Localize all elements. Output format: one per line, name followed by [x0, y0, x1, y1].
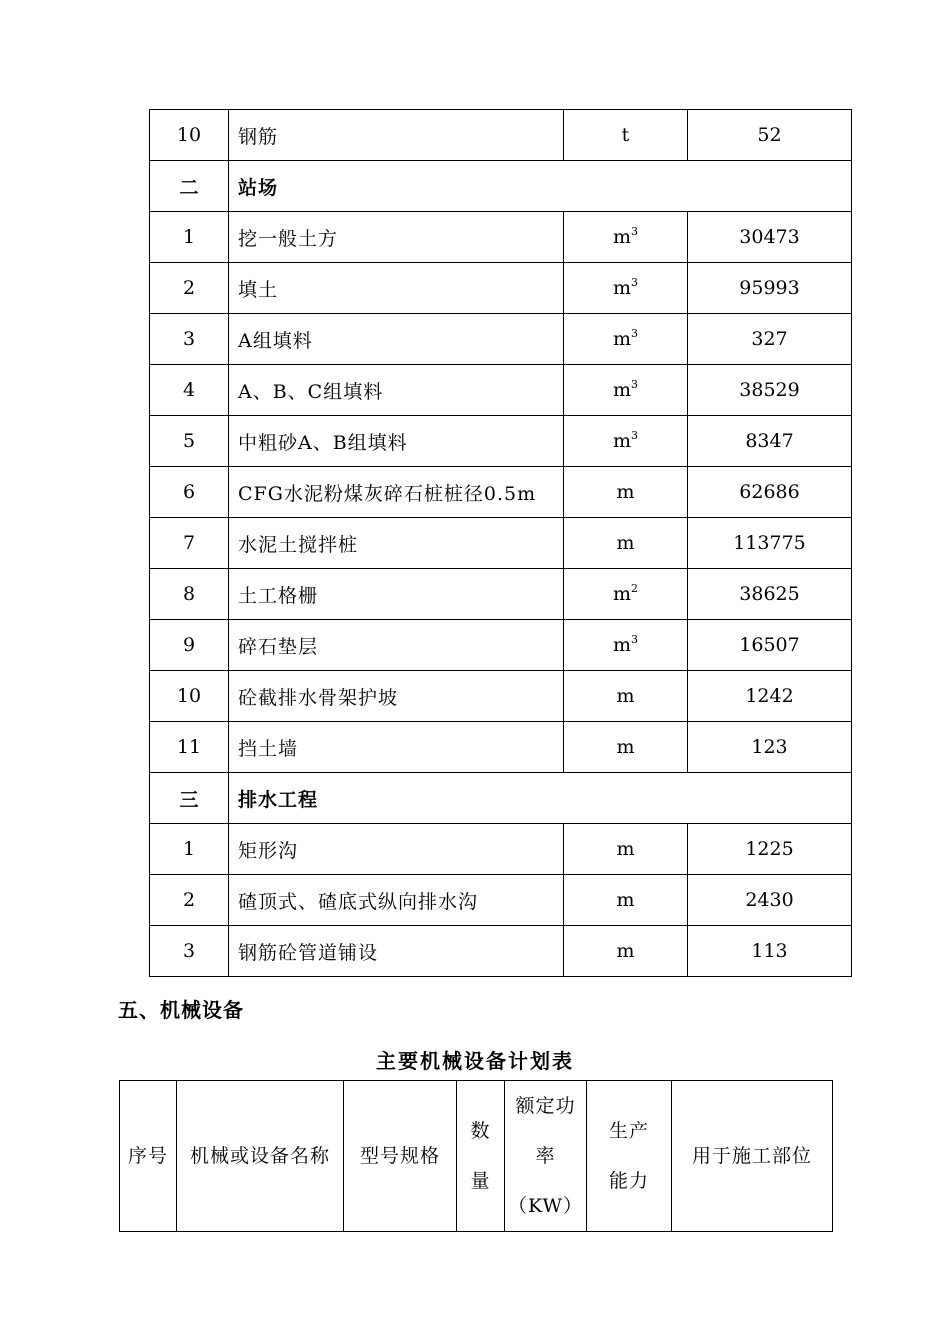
header-count-line2: 量 [470, 1170, 491, 1192]
unit: m [612, 583, 632, 605]
item-name: 矩形沟 [229, 824, 564, 875]
row-number: 10 [150, 110, 229, 161]
section-title: 排水工程 [229, 773, 852, 824]
table-row [150, 671, 852, 722]
unit-cell [564, 263, 688, 314]
table-row [150, 416, 852, 467]
unit: m [612, 226, 632, 248]
unit-exponent: 3 [631, 633, 639, 646]
quantity: 113775 [688, 518, 852, 569]
unit-exponent: 2 [631, 582, 639, 595]
row-number: 5 [150, 416, 229, 467]
item-name: 填土 [229, 263, 564, 314]
unit: m [612, 430, 632, 452]
quantity: 16507 [688, 620, 852, 671]
unit-cell [564, 722, 688, 773]
row-number: 2 [150, 263, 229, 314]
quantity: 38625 [688, 569, 852, 620]
quantity: 62686 [688, 467, 852, 518]
section-title: 站场 [229, 161, 852, 212]
unit-cell [564, 824, 688, 875]
unit: m [616, 532, 635, 554]
quantity: 2430 [688, 875, 852, 926]
item-name: 挡土墙 [229, 722, 564, 773]
item-name: 中粗砂A、B组填料 [229, 416, 564, 467]
row-number: 2 [150, 875, 229, 926]
unit: m [616, 889, 635, 911]
unit-cell [564, 110, 688, 161]
header-capacity-line2: 能力 [608, 1170, 649, 1192]
table-row [150, 263, 852, 314]
item-name: 碎石垫层 [229, 620, 564, 671]
header-usage-location: 用于施工部位 [672, 1081, 833, 1232]
table-row [150, 365, 852, 416]
table-row [150, 212, 852, 263]
quantity-table-body [150, 110, 852, 977]
table-row [150, 620, 852, 671]
unit-cell [564, 569, 688, 620]
table-row [150, 314, 852, 365]
table-row [150, 518, 852, 569]
section-row [150, 773, 852, 824]
row-number: 3 [150, 314, 229, 365]
unit-cell [564, 671, 688, 722]
unit: m [612, 634, 632, 656]
unit-cell [564, 518, 688, 569]
unit-exponent: 3 [631, 327, 639, 340]
unit: m [612, 328, 632, 350]
unit: m [616, 940, 635, 962]
unit-cell [564, 365, 688, 416]
quantity: 8347 [688, 416, 852, 467]
quantity: 52 [688, 110, 852, 161]
table-row [150, 569, 852, 620]
unit-cell [564, 467, 688, 518]
header-seq: 序号 [120, 1081, 177, 1232]
unit: t [621, 124, 630, 146]
header-capacity-line1: 生产 [608, 1120, 649, 1142]
unit-cell [564, 926, 688, 977]
table-row [150, 467, 852, 518]
unit-exponent: 3 [631, 225, 639, 238]
item-name: 水泥土搅拌桩 [229, 518, 564, 569]
row-number: 6 [150, 467, 229, 518]
header-rated-power [505, 1081, 587, 1232]
unit-exponent: 3 [631, 378, 639, 391]
quantity-table [149, 109, 852, 977]
row-number: 1 [150, 212, 229, 263]
unit-cell [564, 875, 688, 926]
unit-exponent: 3 [631, 276, 639, 289]
unit-cell [564, 212, 688, 263]
quantity: 38529 [688, 365, 852, 416]
unit-cell [564, 416, 688, 467]
header-equipment-name: 机械或设备名称 [177, 1081, 344, 1232]
header-capacity [587, 1081, 672, 1232]
quantity: 30473 [688, 212, 852, 263]
item-name: 挖一般土方 [229, 212, 564, 263]
item-name: 碴顶式、碴底式纵向排水沟 [229, 875, 564, 926]
unit: m [612, 277, 632, 299]
item-name: 土工格栅 [229, 569, 564, 620]
row-number: 7 [150, 518, 229, 569]
unit: m [612, 379, 632, 401]
item-name: A组填料 [229, 314, 564, 365]
item-name: 钢筋砼管道铺设 [229, 926, 564, 977]
item-name: A、B、C组填料 [229, 365, 564, 416]
table-row [150, 722, 852, 773]
equipment-table [119, 1080, 833, 1232]
table-row [150, 824, 852, 875]
header-count-line1: 数 [470, 1120, 491, 1142]
unit-cell [564, 620, 688, 671]
row-number: 4 [150, 365, 229, 416]
row-number: 二 [150, 161, 229, 212]
row-number: 1 [150, 824, 229, 875]
row-number: 11 [150, 722, 229, 773]
quantity: 327 [688, 314, 852, 365]
header-power-line2: 率 [535, 1145, 556, 1167]
row-number: 10 [150, 671, 229, 722]
quantity: 123 [688, 722, 852, 773]
quantity: 113 [688, 926, 852, 977]
header-power-line1: 额定功 [515, 1095, 576, 1117]
row-number: 8 [150, 569, 229, 620]
quantity: 1225 [688, 824, 852, 875]
section-row [150, 161, 852, 212]
unit: m [616, 685, 635, 707]
table-row [150, 875, 852, 926]
equipment-table-title: 主要机械设备计划表 [376, 1049, 574, 1073]
quantity: 1242 [688, 671, 852, 722]
unit: m [616, 736, 635, 758]
row-number: 三 [150, 773, 229, 824]
table-row [150, 110, 852, 161]
equipment-header-row [120, 1081, 833, 1232]
unit-exponent: 3 [631, 429, 639, 442]
section-heading: 五、机械设备 [118, 998, 244, 1022]
item-name: 砼截排水骨架护坡 [229, 671, 564, 722]
unit-cell [564, 314, 688, 365]
header-power-line3: （KW） [507, 1195, 584, 1217]
header-model: 型号规格 [344, 1081, 457, 1232]
header-count [457, 1081, 505, 1232]
row-number: 9 [150, 620, 229, 671]
unit: m [616, 838, 635, 860]
item-name: CFG水泥粉煤灰碎石桩桩径0.5m [229, 467, 564, 518]
row-number: 3 [150, 926, 229, 977]
quantity: 95993 [688, 263, 852, 314]
unit: m [616, 481, 635, 503]
item-name: 钢筋 [229, 110, 564, 161]
table-row [150, 926, 852, 977]
